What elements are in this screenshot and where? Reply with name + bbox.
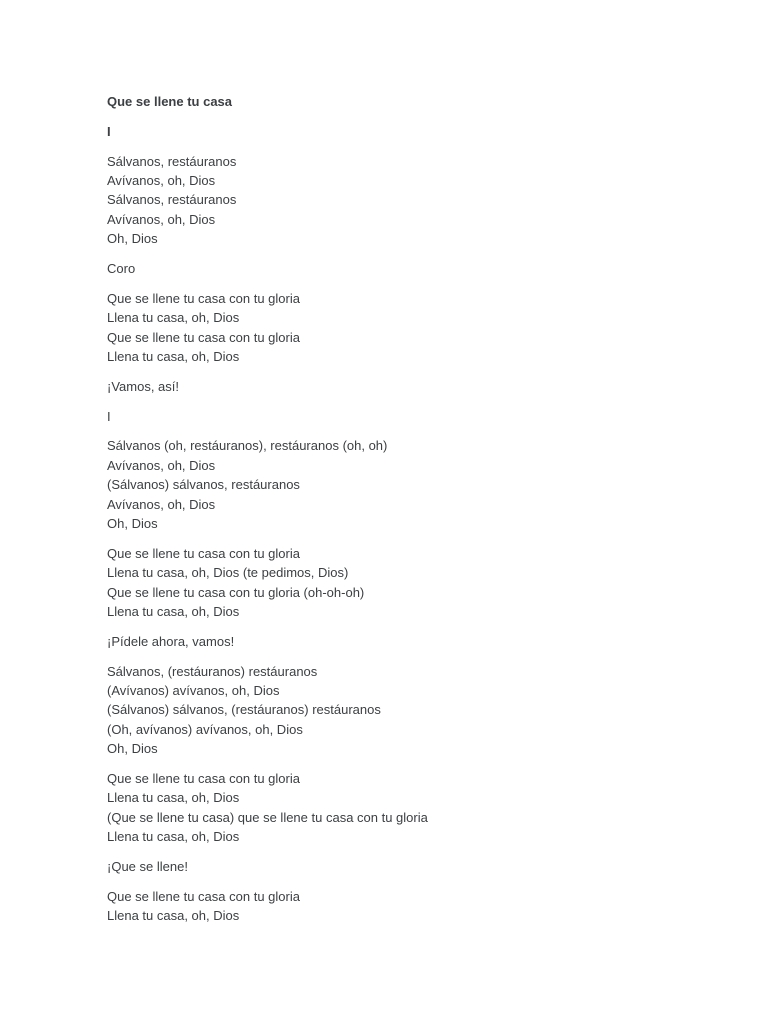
stanza xyxy=(107,436,727,533)
section-label: I xyxy=(107,123,111,139)
section-label: I xyxy=(107,408,111,424)
lyric-line: Que se llene tu casa con tu gloria xyxy=(107,329,300,345)
song-title: Que se llene tu casa xyxy=(107,94,233,109)
lyric-line: (Sálvanos) sálvanos, restáuranos xyxy=(107,477,300,493)
lyric-line: Sálvanos, restáuranos xyxy=(107,192,237,208)
lyric-line: (Sálvanos) sálvanos, (restáuranos) restáuranos xyxy=(107,702,381,718)
lyric-line: Llena tu casa, oh, Dios (te pedimos, Dios) xyxy=(107,565,349,581)
lyric-line: Llena tu casa, oh, Dios xyxy=(107,908,240,924)
lyric-line: Avívanos, oh, Dios xyxy=(107,211,216,227)
section-label: ¡Que se llene! xyxy=(107,859,188,875)
section-label: Coro xyxy=(107,261,136,277)
lyric-line: Oh, Dios xyxy=(107,741,158,757)
stanza xyxy=(107,152,727,249)
lyric-line: Que se llene tu casa con tu gloria xyxy=(107,290,300,306)
lyrics-body xyxy=(107,122,727,926)
section-label: ¡Vamos, así! xyxy=(107,378,180,394)
stanza xyxy=(107,289,727,367)
stanza xyxy=(107,887,727,926)
lyric-line: Sálvanos, restáuranos xyxy=(107,153,237,169)
lyric-line: (Que se llene tu casa) que se llene tu casa con tu gloria xyxy=(107,809,428,825)
lyric-line: Llena tu casa, oh, Dios xyxy=(107,310,240,326)
lyric-line: Que se llene tu casa con tu gloria xyxy=(107,771,300,787)
lyric-line: (Avívanos) avívanos, oh, Dios xyxy=(107,683,280,699)
lyric-line: Que se llene tu casa con tu gloria xyxy=(107,888,300,904)
lyrics-document xyxy=(107,92,727,936)
lyric-line: Llena tu casa, oh, Dios xyxy=(107,790,240,806)
lyric-line: Avívanos, oh, Dios xyxy=(107,496,216,512)
lyric-line: Oh, Dios xyxy=(107,516,158,532)
stanza xyxy=(107,544,727,622)
lyric-line: Llena tu casa, oh, Dios xyxy=(107,829,240,845)
lyric-line: (Oh, avívanos) avívanos, oh, Dios xyxy=(107,721,303,737)
lyric-line: Sálvanos (oh, restáuranos), restáuranos (oh, oh) xyxy=(107,438,388,454)
stanza xyxy=(107,769,727,847)
stanza xyxy=(107,662,727,759)
lyric-line: Avívanos, oh, Dios xyxy=(107,457,216,473)
section-label: ¡Pídele ahora, vamos! xyxy=(107,633,235,649)
lyric-line: Llena tu casa, oh, Dios xyxy=(107,349,240,365)
lyric-line: Que se llene tu casa con tu gloria xyxy=(107,545,300,561)
lyric-line: Que se llene tu casa con tu gloria (oh-oh-oh) xyxy=(107,584,365,600)
lyric-line: Oh, Dios xyxy=(107,231,158,247)
lyric-line: Sálvanos, (restáuranos) restáuranos xyxy=(107,663,318,679)
lyric-line: Llena tu casa, oh, Dios xyxy=(107,604,240,620)
lyric-line: Avívanos, oh, Dios xyxy=(107,173,216,188)
